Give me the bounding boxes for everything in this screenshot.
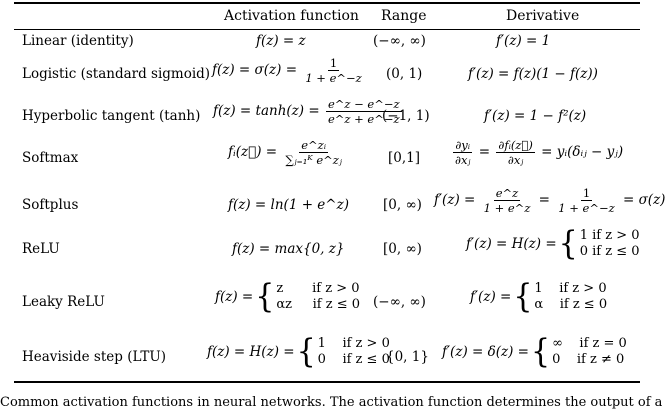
fn-tanh-den: e^z + e^−z [327, 112, 400, 127]
deriv-softmax: $\frac{\text{∂yᵢ}}{\text{∂xⱼ}}$ = $\frac{\text{∂fᵢ(z⃗)}}{\text{∂xⱼ}}$ = yᵢ(δᵢⱼ − yⱼ) [455, 138, 624, 168]
fn-heaviside-lhs: f(z) = H(z) = [207, 343, 295, 360]
deriv-leaky-relu [470, 277, 608, 316]
deriv-linear: f′(z) = 1 [496, 33, 551, 49]
range-leaky-relu: (−∞, ∞) [373, 294, 426, 310]
range-heaviside: {0, 1} [386, 349, 429, 365]
deriv-heaviside [442, 332, 627, 371]
fn-tanh-num: e^z − e^−z [327, 97, 400, 111]
range-linear: (−∞, ∞) [373, 33, 426, 49]
deriv-softplus-rhs: = σ(z) [622, 192, 665, 209]
fn-heaviside-case1: 1 if z > 0 [317, 336, 390, 351]
deriv-heaviside-case1: ∞ if z = 0 [552, 336, 627, 351]
deriv-leaky-relu-case1: 1 if z > 0 [534, 281, 607, 296]
deriv-heaviside-lhs: f′(z) = δ(z) = [442, 343, 529, 360]
deriv-softmax-lhs-den: ∂xⱼ [455, 153, 471, 168]
row-name-softplus: Softplus [22, 197, 79, 213]
fn-softplus: f(z) = ln(1 + e^z) [228, 197, 349, 213]
fn-heaviside-case2: 0 if z ≤ 0 [317, 352, 390, 368]
row-name-logistic: Logistic (standard sigmoid) [22, 66, 211, 82]
row-name-heaviside: Heaviside step (LTU) [22, 349, 166, 365]
deriv-leaky-relu-case2: α if z ≤ 0 [534, 297, 608, 313]
fn-leaky-relu-case1: z if z > 0 [276, 281, 360, 296]
deriv-softplus-num2: 1 [582, 186, 591, 200]
bottom-rule [14, 381, 640, 383]
header-activation-function: Activation function [224, 8, 359, 24]
row-name-leaky-relu: Leaky ReLU [22, 294, 105, 310]
fn-linear: f(z) = z [256, 33, 306, 49]
deriv-relu [466, 224, 640, 263]
table-caption: Common activation functions in neural networks. The activation function determines the output of a [0, 395, 663, 410]
deriv-leaky-relu-lhs: f′(z) = [470, 288, 512, 305]
fn-logistic-den: 1 + e^−z [305, 71, 362, 86]
deriv-softmax-mid-den: ∂xⱼ [507, 153, 524, 168]
row-name-softmax: Softmax [22, 150, 79, 166]
deriv-softplus: f′(z) = $\frac{e\^{}z}{1 + e\^{}z}$ = $\frac{1}{1 + e\^{}-z}$ = σ(z) [434, 186, 665, 216]
fn-heaviside [207, 332, 390, 371]
deriv-softmax-mid-num: ∂fᵢ(z⃗) [498, 138, 533, 152]
fn-softmax-num: e^zᵢ [301, 138, 327, 152]
deriv-softplus-num1: e^z [495, 186, 519, 200]
header-derivative: Derivative [506, 8, 580, 24]
deriv-relu-case2: 0 if z ≤ 0 [579, 244, 640, 260]
fn-leaky-relu [215, 277, 361, 316]
fn-logistic [212, 57, 366, 84]
row-name-tanh: Hyperbolic tangent (tanh) [22, 108, 201, 124]
deriv-softmax-lhs-num: ∂yᵢ [455, 138, 471, 152]
deriv-heaviside-case2: 0 if z ≠ 0 [552, 352, 625, 368]
range-softplus: [0, ∞) [383, 197, 422, 213]
deriv-relu-brace: { [558, 224, 578, 263]
fn-logistic-lhs: f(z) = σ(z) = [212, 62, 298, 79]
deriv-relu-case1: 1 if z > 0 [579, 228, 640, 243]
fn-softmax [228, 139, 346, 166]
range-relu: [0, ∞) [383, 241, 422, 257]
top-rule [14, 2, 640, 4]
row-name-linear: Linear (identity) [22, 33, 134, 49]
deriv-heaviside-brace: { [530, 332, 551, 371]
header-rule [14, 29, 640, 30]
fn-tanh [213, 98, 404, 125]
deriv-relu-lhs: f′(z) = H(z) = [466, 235, 557, 252]
deriv-logistic: f′(z) = f(z)(1 − f(z)) [468, 66, 598, 82]
deriv-softplus-den2: 1 + e^−z [558, 201, 615, 216]
row-name-relu: ReLU [22, 241, 60, 257]
deriv-tanh: f′(z) = 1 − f²(z) [484, 108, 587, 124]
header-range: Range [381, 8, 427, 24]
fn-leaky-relu-brace: { [255, 277, 275, 316]
fn-tanh-lhs: f(z) = tanh(z) = [213, 103, 320, 120]
range-softmax: [0,1] [388, 150, 421, 166]
range-tanh: (−1, 1) [382, 108, 430, 124]
deriv-leaky-relu-brace: { [513, 277, 533, 316]
deriv-softplus-den1: 1 + e^z [483, 201, 531, 216]
deriv-softplus-lhs: f′(z) = [434, 192, 476, 209]
fn-logistic-num: 1 [329, 56, 338, 70]
fn-leaky-relu-case2: αz if z ≤ 0 [276, 297, 361, 313]
fn-leaky-relu-lhs: f(z) = [215, 288, 254, 305]
fn-relu: f(z) = max{0, z} [232, 241, 345, 257]
fn-softmax-lhs: fᵢ(z⃗) = [228, 144, 278, 161]
range-logistic: (0, 1) [386, 66, 423, 82]
deriv-softmax-rhs: = yᵢ(δᵢⱼ − yⱼ) [541, 144, 624, 161]
fn-heaviside-brace: { [296, 332, 316, 371]
fn-softmax-den: ∑ⱼ₌₁ᴷ e^zⱼ [285, 153, 342, 168]
